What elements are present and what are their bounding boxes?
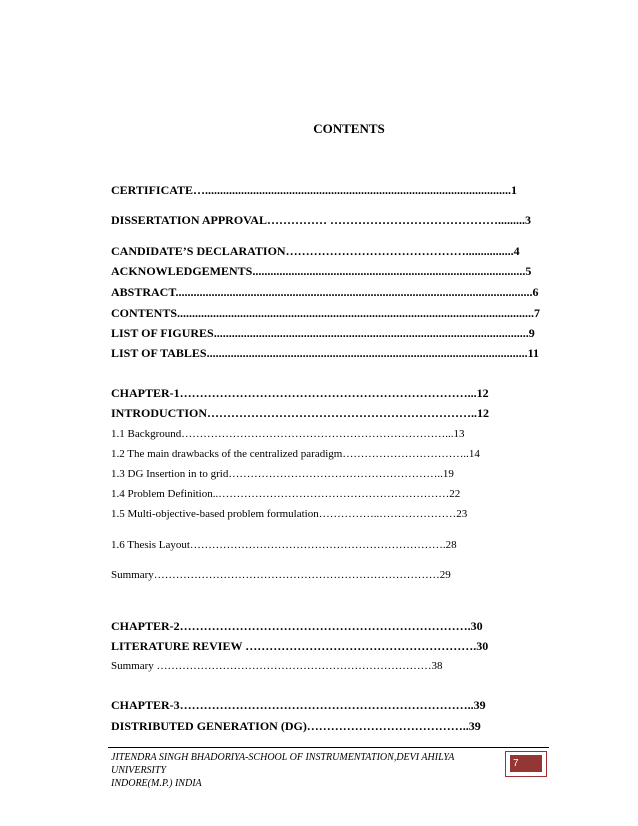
footer-line-1: JITENDRA SINGH BHADORIYA-SCHOOL OF INSTRUMENTATION,DEVI AHILYA UNIVERSITY (111, 752, 455, 776)
toc-entry-chapter-1[interactable]: CHAPTER-1………………………………………………………………...12 (111, 386, 489, 400)
toc-entry-1-5-multi-objective[interactable]: 1.5 Multi-objective-based problem formulation……………..…………………23 (111, 508, 468, 520)
page-number: 7 (510, 755, 542, 772)
toc-entry-summary-ch2[interactable]: Summary …………………………………………………………………38 (111, 660, 443, 672)
toc-entry-abstract[interactable]: ABSTRACT.......................................................................................................................6 (111, 285, 539, 299)
footer-divider (108, 747, 549, 748)
toc-entry-distributed-generation[interactable]: DISTRIBUTED GENERATION (DG)…………………………………..39 (111, 719, 481, 733)
page-footer (111, 751, 491, 790)
toc-entry-certificate[interactable]: CERTIFICATE…......................................................................................................1 (111, 183, 518, 197)
toc-entry-chapter-2[interactable]: CHAPTER-2……………………………………………………………….30 (111, 619, 483, 633)
toc-entry-introduction[interactable]: INTRODUCTION…………………………………………………………..12 (111, 406, 490, 420)
toc-entry-acknowledgements[interactable]: ACKNOWLEDGEMENTS...........................................................................................5 (111, 264, 532, 278)
toc-entry-chapter-3[interactable]: CHAPTER-3………………………………………………………………..39 (111, 698, 486, 712)
toc-entry-1-6-thesis-layout[interactable]: 1.6 Thesis Layout…………………………………………………………….28 (111, 539, 457, 551)
toc-entry-dissertation-approval[interactable]: DISSERTATION APPROVAL…………… …………………………………….........3 (111, 213, 531, 227)
toc-entry-1-1-background[interactable]: 1.1 Background………………………………………………………………...13 (111, 428, 465, 440)
contents-heading (0, 121, 638, 137)
toc-entry-candidates-declaration[interactable]: CANDIDATE’S DECLARATION………………………………………................4 (111, 244, 520, 258)
toc-entry-1-4-problem-definition[interactable]: 1.4 Problem Definition..………………………………………………………22 (111, 488, 461, 500)
toc-entry-contents[interactable]: CONTENTS.......................................................................................................................7 (111, 306, 541, 320)
toc-entry-list-of-tables[interactable]: LIST OF TABLES...........................................................................................................11 (111, 346, 539, 360)
toc-entry-summary-ch1[interactable]: Summary……………………………………………………………………29 (111, 569, 451, 581)
toc-entry-1-2-drawbacks[interactable]: 1.2 The main drawbacks of the centralized paradigm……………………………..14 (111, 448, 480, 460)
toc-entry-literature-review[interactable]: LITERATURE REVIEW ………………………………………………….30 (111, 639, 489, 653)
toc-entry-list-of-figures[interactable]: LIST OF FIGURES.........................................................................................................9 (111, 326, 535, 340)
page-number-box (505, 751, 547, 777)
footer-line-2: INDORE(M.P.) INDIA (111, 778, 202, 789)
contents-heading-text: CONTENTS (313, 121, 385, 136)
toc-entry-1-3-dg-insertion[interactable]: 1.3 DG Insertion in to grid…………………………………………………..19 (111, 468, 454, 480)
